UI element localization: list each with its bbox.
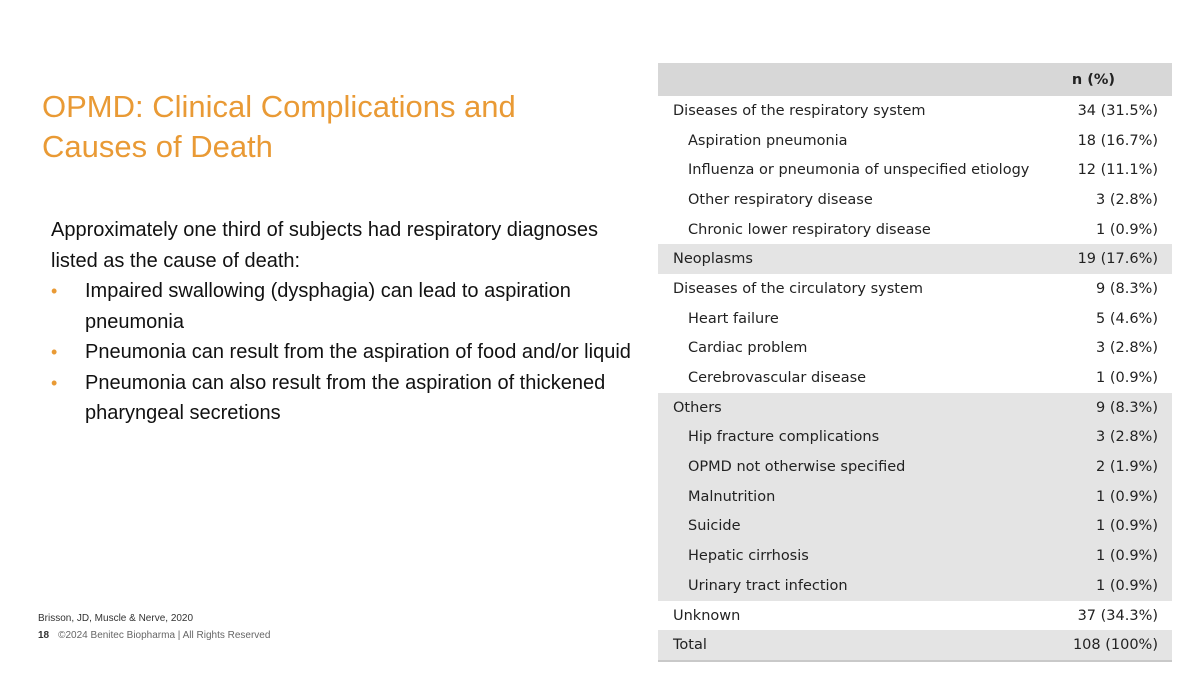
- table-row: [658, 482, 1172, 512]
- bullet-item: [51, 276, 631, 337]
- table-row: [658, 96, 1172, 126]
- table-row: [658, 244, 1172, 274]
- row-value: 5 (4.6%): [1096, 310, 1158, 327]
- row-value: 9 (8.3%): [1096, 280, 1158, 297]
- row-value: 2 (1.9%): [1096, 459, 1158, 476]
- row-value: 19 (17.6%): [1077, 251, 1158, 268]
- row-value: 1 (0.9%): [1096, 221, 1158, 238]
- row-label: Influenza or pneumonia of unspecified etiology: [688, 162, 1030, 179]
- header-value: n (%): [1071, 71, 1115, 88]
- row-label: Chronic lower respiratory disease: [688, 221, 931, 238]
- row-label: Unknown: [673, 607, 741, 624]
- row-label: Diseases of the respiratory system: [673, 102, 926, 119]
- row-value: 1 (0.9%): [1096, 577, 1158, 594]
- row-value: 3 (2.8%): [1096, 191, 1158, 208]
- row-label: Malnutrition: [688, 488, 776, 505]
- table-row: [658, 185, 1172, 215]
- row-label: Hip fracture complications: [688, 429, 880, 446]
- table-row: [658, 215, 1172, 245]
- row-value: 1 (0.9%): [1096, 488, 1158, 505]
- bullet-item: [51, 337, 631, 368]
- table-header-row: [658, 63, 1172, 96]
- row-value: 1 (0.9%): [1096, 370, 1158, 387]
- row-value: 108 (100%): [1072, 637, 1158, 654]
- bullet-text: Impaired swallowing (dysphagia) can lead to aspiration pneumonia: [85, 280, 571, 333]
- row-value: 18 (16.7%): [1077, 132, 1158, 149]
- bullet-dot-icon: •: [51, 342, 58, 362]
- table-row: [658, 363, 1172, 393]
- slide-title: OPMD: Clinical Complications and Causes of Death: [42, 88, 516, 164]
- bullet-text: Pneumonia can result from the aspiration of food and/or liquid: [85, 341, 631, 363]
- row-label: Cardiac problem: [688, 340, 808, 357]
- row-value: 34 (31.5%): [1077, 102, 1158, 119]
- row-value: 37 (34.3%): [1077, 607, 1158, 624]
- row-label: Diseases of the circulatory system: [673, 280, 924, 297]
- copyright: ©2024 Benitec Biopharma | All Rights Reserved: [58, 630, 271, 641]
- table-row: [658, 393, 1172, 423]
- table-row: [658, 274, 1172, 304]
- table-row: [658, 601, 1172, 631]
- row-label: Urinary tract infection: [688, 577, 848, 594]
- row-value: 3 (2.8%): [1096, 340, 1158, 357]
- table-total-row: [658, 630, 1172, 661]
- row-label: OPMD not otherwise specified: [688, 459, 906, 476]
- table-row: [658, 541, 1172, 571]
- table-row: [658, 126, 1172, 156]
- row-value: 1 (0.9%): [1096, 548, 1158, 565]
- row-label: Hepatic cirrhosis: [688, 548, 809, 565]
- citation: Brisson, JD, Muscle & Nerve, 2020: [38, 613, 194, 624]
- table-row: [658, 304, 1172, 334]
- table-row: [658, 334, 1172, 364]
- row-label: Aspiration pneumonia: [688, 132, 848, 149]
- bullet-list: [51, 276, 631, 429]
- bullet-text: Pneumonia can also result from the aspiration of thickened pharyngeal secretions: [85, 371, 606, 424]
- bullet-dot-icon: •: [51, 372, 58, 393]
- body-text: [51, 215, 631, 429]
- row-value: 1 (0.9%): [1096, 518, 1158, 535]
- table-row: [658, 512, 1172, 542]
- row-value: 3 (2.8%): [1096, 429, 1158, 446]
- bullet-item: [51, 368, 631, 429]
- row-label: Heart failure: [688, 310, 779, 327]
- footer: [38, 630, 270, 641]
- table-row: [658, 155, 1172, 185]
- intro-text: Approximately one third of subjects had respiratory diagnoses listed as the cause of death:: [51, 219, 598, 272]
- row-label: Total: [673, 637, 707, 654]
- causes-of-death-table: [658, 63, 1172, 662]
- row-label: Neoplasms: [673, 251, 753, 268]
- row-label: Others: [673, 399, 722, 416]
- row-label: Other respiratory disease: [688, 191, 873, 208]
- row-label: Suicide: [688, 518, 741, 535]
- row-label: Cerebrovascular disease: [688, 370, 867, 387]
- table-row: [658, 452, 1172, 482]
- page-number: 18: [38, 630, 50, 641]
- table-row: [658, 423, 1172, 453]
- bullet-dot-icon: •: [51, 281, 58, 301]
- row-value: 9 (8.3%): [1096, 399, 1158, 416]
- table-row: [658, 571, 1172, 601]
- header-label: [658, 63, 1048, 96]
- row-value: 12 (11.1%): [1077, 162, 1158, 179]
